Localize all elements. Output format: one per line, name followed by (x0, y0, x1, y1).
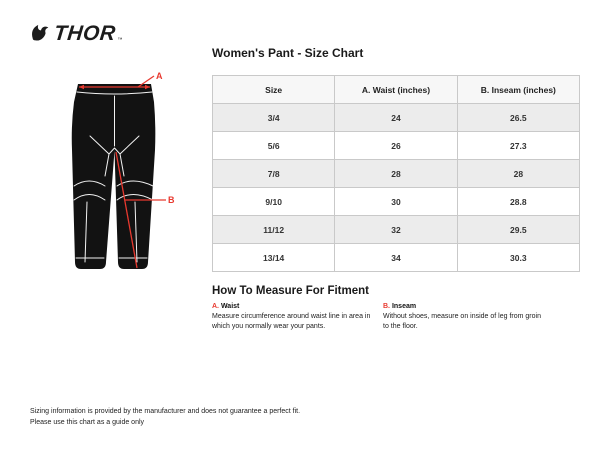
table-cell: 28.8 (457, 188, 579, 216)
table-cell: 27.3 (457, 132, 579, 160)
disclaimer (30, 406, 300, 428)
table-cell: 5/6 (213, 132, 335, 160)
table-row (213, 132, 580, 160)
table-cell: 3/4 (213, 104, 335, 132)
table-cell: 29.5 (457, 216, 579, 244)
size-chart-table (212, 75, 580, 272)
measure-description: Without shoes, measure on inside of leg from groin to the floor. (383, 313, 541, 331)
table-cell: 30 (335, 188, 457, 216)
table-row (213, 160, 580, 188)
table-cell: 30.3 (457, 244, 579, 272)
brand-logo-text: THOR (52, 22, 117, 45)
measure-item-title (212, 303, 375, 310)
table-cell: 28 (335, 160, 457, 188)
table-row (213, 244, 580, 272)
table-cell: 7/8 (213, 160, 335, 188)
table-header-row (213, 76, 580, 104)
table-cell: 26 (335, 132, 457, 160)
measure-item-inseam (383, 303, 546, 332)
brand-logo (30, 22, 123, 46)
table-cell: 28 (457, 160, 579, 188)
disclaimer-line: Please use this chart as a guide only (30, 419, 145, 427)
table-cell: 24 (335, 104, 457, 132)
column-header-size: Size (213, 76, 335, 104)
table-cell: 26.5 (457, 104, 579, 132)
disclaimer-line: Sizing information is provided by the manufacturer and does not guarantee a perfect fit. (30, 408, 301, 415)
label-b: B (168, 195, 175, 205)
column-header-waist: A. Waist (inches) (335, 76, 457, 104)
page-title: Women's Pant - Size Chart (212, 46, 364, 60)
table-cell: 11/12 (213, 216, 335, 244)
table-cell: 34 (335, 244, 457, 272)
column-header-inseam: B. Inseam (inches) (457, 76, 579, 104)
how-to-measure-section (212, 285, 580, 332)
measure-name-inseam: Inseam (391, 303, 417, 310)
table-row (213, 216, 580, 244)
thor-horns-icon (30, 23, 52, 45)
trademark-symbol: ™ (117, 37, 123, 43)
measure-name-waist: Waist (220, 303, 240, 310)
measure-item-waist (212, 303, 375, 332)
label-a: A (156, 71, 163, 81)
measure-heading: How To Measure For Fitment (212, 285, 369, 297)
table-cell: 13/14 (213, 244, 335, 272)
measure-description: Measure circumference around waist line in area in which you normally wear your pants. (212, 313, 371, 331)
table-cell: 32 (335, 216, 457, 244)
pants-measurement-diagram (50, 56, 190, 291)
table-row (213, 188, 580, 216)
content-column (212, 46, 580, 332)
measure-item-title (383, 303, 546, 310)
table-row (213, 104, 580, 132)
pants-silhouette (72, 84, 156, 269)
table-cell: 9/10 (213, 188, 335, 216)
measure-key-a: A. (212, 303, 219, 310)
measure-key-b: B. (383, 303, 390, 310)
